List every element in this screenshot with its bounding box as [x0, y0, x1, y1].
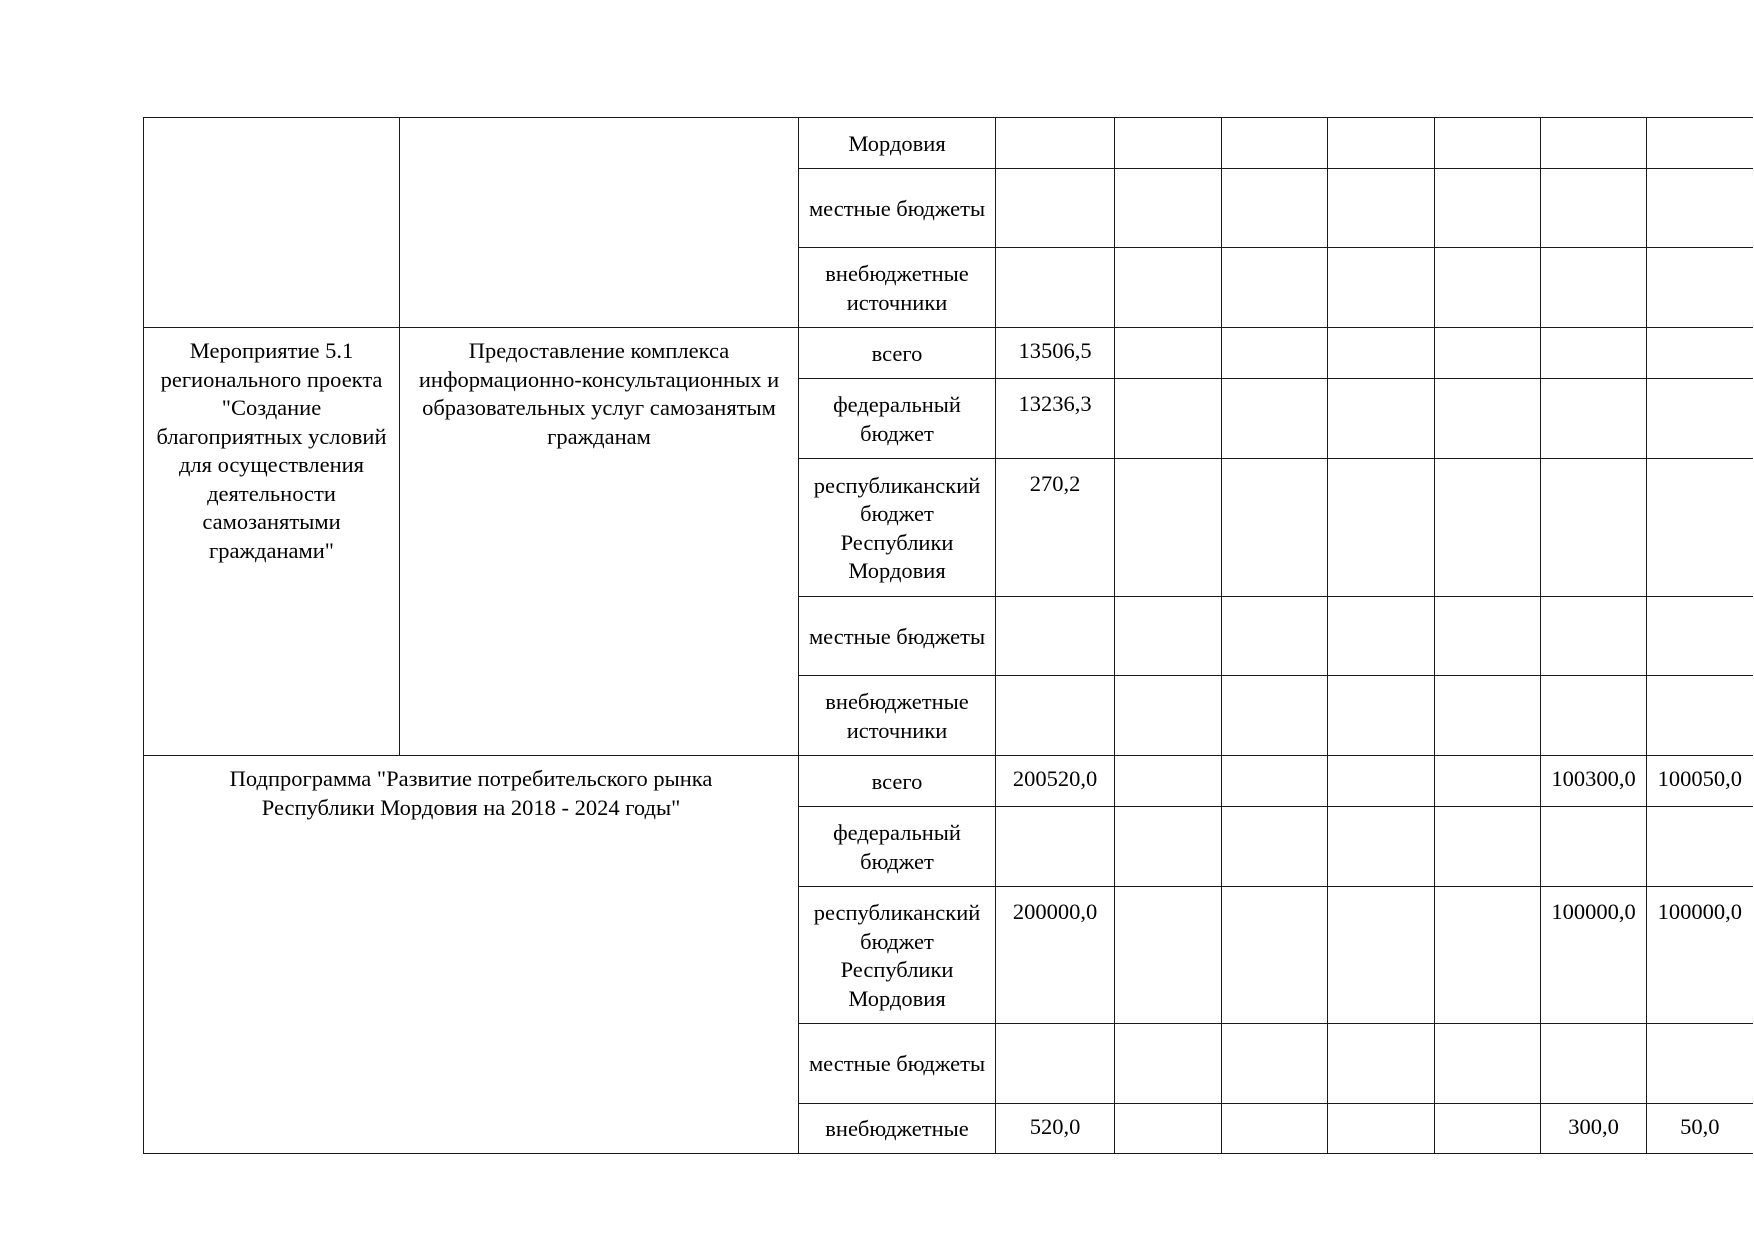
source-cell: федеральный бюджет — [799, 379, 996, 459]
value-cell — [996, 597, 1115, 676]
value-cell — [1435, 1104, 1541, 1154]
budget-table — [143, 117, 1753, 1154]
value-cell — [1222, 887, 1328, 1024]
value-cell — [1647, 328, 1753, 379]
value-cell — [1435, 887, 1541, 1024]
value-cell — [996, 676, 1115, 756]
value-cell — [1328, 597, 1435, 676]
value-cell — [1222, 676, 1328, 756]
source-cell: республиканский бюджет Республики Мордовия — [799, 887, 996, 1024]
value-cell — [1115, 1104, 1222, 1154]
value-cell — [1328, 887, 1435, 1024]
value-cell — [1328, 169, 1435, 248]
value-cell — [1541, 379, 1647, 459]
value-cell — [1115, 807, 1222, 887]
value-cell — [1647, 597, 1753, 676]
source-cell: всего — [799, 756, 996, 807]
value-cell — [1435, 1024, 1541, 1104]
source-cell: Мордовия — [799, 118, 996, 169]
value-cell — [1435, 756, 1541, 807]
value-cell — [1541, 597, 1647, 676]
value-cell — [1222, 756, 1328, 807]
value-cell: 100000,0 — [1647, 887, 1753, 1024]
value-cell: 270,2 — [996, 459, 1115, 597]
value-cell — [1435, 248, 1541, 328]
value-cell — [1115, 379, 1222, 459]
value-cell — [1115, 676, 1222, 756]
value-cell — [1647, 169, 1753, 248]
value-cell — [1328, 248, 1435, 328]
value-cell — [1435, 118, 1541, 169]
activity-cell — [144, 118, 400, 328]
table-row — [144, 328, 1753, 379]
value-cell — [1115, 248, 1222, 328]
value-cell — [1328, 756, 1435, 807]
source-cell: всего — [799, 328, 996, 379]
description-cell: Предоставление комплекса информационно-консультационных и образовательных услуг самозанятым гражданам — [400, 328, 799, 756]
value-cell — [1222, 169, 1328, 248]
value-cell — [1435, 459, 1541, 597]
source-cell: внебюджетные источники — [799, 676, 996, 756]
source-cell: федеральный бюджет — [799, 807, 996, 887]
value-cell — [1115, 169, 1222, 248]
value-cell — [1115, 597, 1222, 676]
value-cell: 100050,0 — [1647, 756, 1753, 807]
value-cell — [1328, 1104, 1435, 1154]
value-cell — [1222, 379, 1328, 459]
value-cell — [1328, 118, 1435, 169]
activity-cell: Мероприятие 5.1 регионального проекта "Создание благоприятных условий для осуществления деятельности самозанятыми гражданами" — [144, 328, 400, 756]
value-cell: 100000,0 — [1541, 887, 1647, 1024]
value-cell — [1541, 1024, 1647, 1104]
value-cell — [1647, 807, 1753, 887]
value-cell — [1222, 328, 1328, 379]
value-cell — [1541, 328, 1647, 379]
value-cell — [1328, 676, 1435, 756]
value-cell — [1328, 379, 1435, 459]
value-cell — [1435, 597, 1541, 676]
source-cell: местные бюджеты — [799, 169, 996, 248]
value-cell: 13506,5 — [996, 328, 1115, 379]
value-cell — [996, 807, 1115, 887]
value-cell — [1222, 118, 1328, 169]
value-cell — [1222, 1104, 1328, 1154]
value-cell — [1435, 169, 1541, 248]
value-cell — [1328, 328, 1435, 379]
source-cell: местные бюджеты — [799, 597, 996, 676]
value-cell: 520,0 — [996, 1104, 1115, 1154]
value-cell — [996, 118, 1115, 169]
value-cell — [1328, 459, 1435, 597]
value-cell — [1222, 248, 1328, 328]
value-cell — [1115, 118, 1222, 169]
value-cell — [1115, 328, 1222, 379]
value-cell — [996, 169, 1115, 248]
value-cell — [1222, 459, 1328, 597]
value-cell: 200000,0 — [996, 887, 1115, 1024]
value-cell — [1435, 676, 1541, 756]
value-cell — [1541, 459, 1647, 597]
value-cell — [1647, 379, 1753, 459]
value-cell — [1541, 118, 1647, 169]
value-cell — [1647, 676, 1753, 756]
value-cell — [1541, 676, 1647, 756]
value-cell — [1435, 379, 1541, 459]
value-cell — [1115, 756, 1222, 807]
value-cell — [1328, 807, 1435, 887]
subprogram-cell: Подпрограмма "Развитие потребительского рынка Республики Мордовия на 2018 - 2024 годы" — [144, 756, 799, 1154]
value-cell: 100300,0 — [1541, 756, 1647, 807]
value-cell — [1541, 169, 1647, 248]
value-cell: 13236,3 — [996, 379, 1115, 459]
table-row — [144, 118, 1753, 169]
source-cell: внебюджетные — [799, 1104, 996, 1154]
value-cell — [996, 1024, 1115, 1104]
value-cell — [1435, 807, 1541, 887]
value-cell — [1115, 1024, 1222, 1104]
value-cell — [1222, 597, 1328, 676]
value-cell — [1541, 248, 1647, 328]
value-cell — [1647, 1024, 1753, 1104]
source-cell: республиканский бюджет Республики Мордовия — [799, 459, 996, 597]
value-cell: 50,0 — [1647, 1104, 1753, 1154]
value-cell — [1222, 807, 1328, 887]
description-cell — [400, 118, 799, 328]
source-cell: внебюджетные источники — [799, 248, 996, 328]
value-cell: 200520,0 — [996, 756, 1115, 807]
value-cell — [1115, 459, 1222, 597]
value-cell — [1328, 1024, 1435, 1104]
table-row — [144, 756, 1753, 807]
value-cell — [1222, 1024, 1328, 1104]
value-cell — [1647, 118, 1753, 169]
value-cell — [1541, 807, 1647, 887]
value-cell — [1647, 459, 1753, 597]
value-cell — [1435, 328, 1541, 379]
value-cell — [1647, 248, 1753, 328]
value-cell — [1115, 887, 1222, 1024]
source-cell: местные бюджеты — [799, 1024, 996, 1104]
value-cell — [996, 248, 1115, 328]
value-cell: 300,0 — [1541, 1104, 1647, 1154]
